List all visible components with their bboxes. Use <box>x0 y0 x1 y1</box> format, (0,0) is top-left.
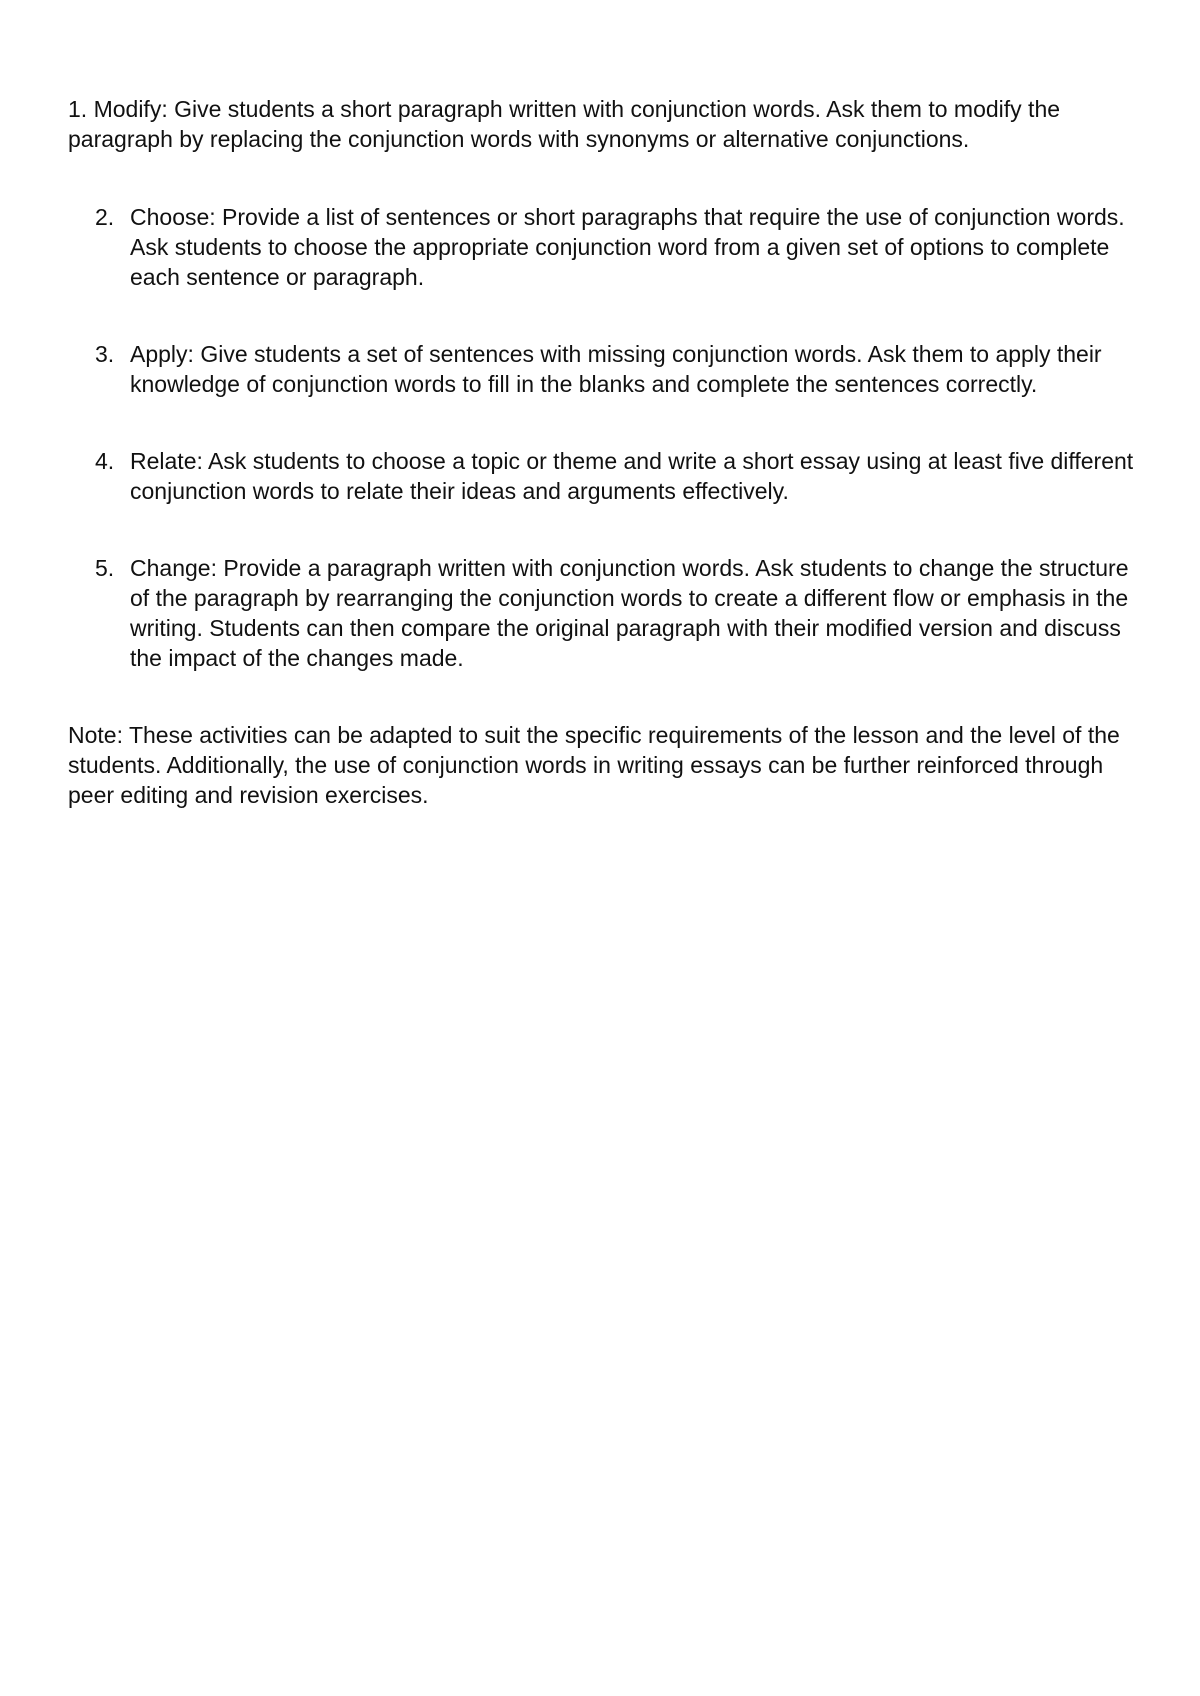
list-item <box>68 446 1140 506</box>
document-body <box>68 94 1140 810</box>
list-item-number: 4. <box>95 448 115 474</box>
note-paragraph: Note: These activities can be adapted to suit the specific requirements of the lesson and the level of the students. Additionally, the use of conjunction words in writing essays can be further reinforced through peer editing and revision exercises. <box>68 722 1120 808</box>
list-item <box>68 339 1140 399</box>
list-item-number: 5. <box>95 555 115 581</box>
list-item-number: 2. <box>95 204 115 230</box>
list-item-text: Choose: Provide a list of sentences or short paragraphs that require the use of conjunction words. Ask students to choose the appropriate conjunction word from a given set of options to complete each sentence or paragraph. <box>130 204 1125 290</box>
list-item-number: 3. <box>95 341 115 367</box>
list-item <box>68 202 1140 292</box>
activity-modify-paragraph: 1. Modify: Give students a short paragraph written with conjunction words. Ask them to modify the paragraph by replacing the conjunction words with synonyms or alternative conjunctions. <box>68 96 1061 152</box>
list-item <box>68 553 1140 673</box>
activity-list <box>68 202 1140 673</box>
list-item-text: Apply: Give students a set of sentences with missing conjunction words. Ask them to apply their knowledge of conjunction words to fill in the blanks and complete the sentences correctly. <box>130 341 1102 397</box>
list-item-text: Relate: Ask students to choose a topic or theme and write a short essay using at least five different conjunction words to relate their ideas and arguments effectively. <box>130 448 1134 504</box>
list-item-text: Change: Provide a paragraph written with conjunction words. Ask students to change the structure of the paragraph by rearranging the conjunction words to create a different flow or emphasis in the writing. Students can then compare the original paragraph with their modified version and discuss the impact of the changes made. <box>130 555 1129 671</box>
